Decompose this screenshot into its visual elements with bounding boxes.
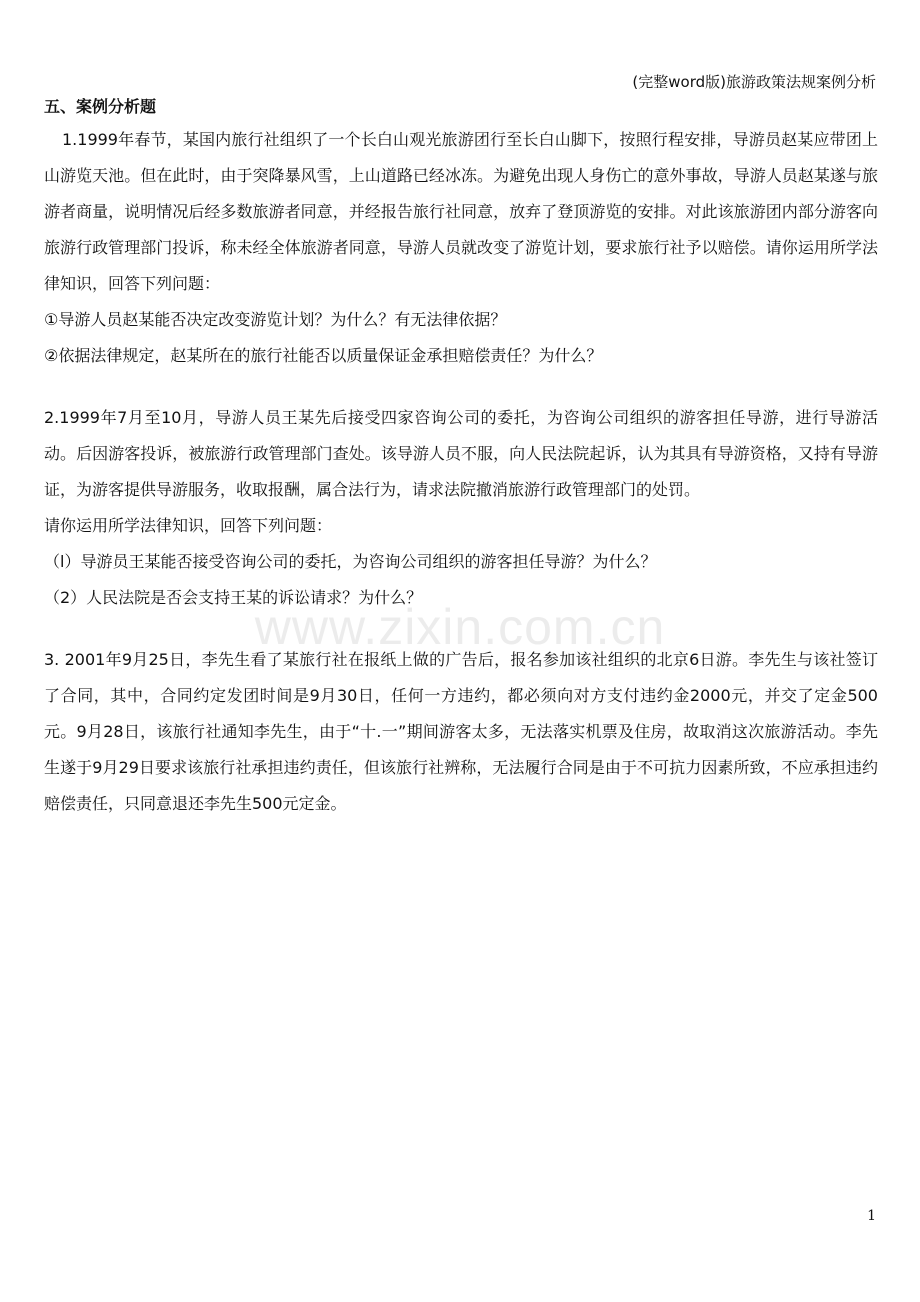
document-body — [44, 92, 878, 822]
section-title: 五、案例分析题 — [44, 97, 157, 116]
case-2-question-2: （2）人民法院是否会支持王某的诉讼请求？为什么？ — [44, 588, 423, 607]
case-1-text: 1.1999年春节，某国内旅行社组织了一个长白山观光旅游团行至长白山脚下，按照行程安排，导游员赵某应带团上山游览天池。但在此时，由于突降暴风雪，上山道路已经冰冻。为避免出现人身伤亡的意外事故，导游人员赵某遂与旅游者商量，说明情况后经多数旅游者同意，并经报告旅行社同意，放弃了登顶游览的安排。对此该旅游团内部分游客向旅游行政管理部门投诉，称未经全体旅游者同意，导游人员就改变了游览计划，要求旅行社予以赔偿。请你运用所学法律知识，回答下列问题： — [44, 130, 878, 293]
paragraph-gap — [44, 616, 878, 642]
case-1-question-1: ①导游人员赵某能否决定改变游览计划？为什么？有无法律依据？ — [44, 310, 507, 329]
case-1-question-2: ②依据法律规定，赵某所在的旅行社能否以质量保证金承担赔偿责任？为什么？ — [44, 346, 603, 365]
paragraph-gap — [44, 374, 878, 400]
case-2-question-1: （l）导游员王某能否接受咨询公司的委托，为咨询公司组织的游客担任导游？为什么？ — [44, 552, 657, 571]
case-2-prompt: 请你运用所学法律知识，回答下列问题： — [44, 516, 333, 535]
watermark: www.zixin.com.cn — [254, 599, 666, 655]
page-number: 1 — [867, 1208, 876, 1224]
case-3-text: 3. 2001年9月25日，李先生看了某旅行社在报纸上做的广告后，报名参加该社组织的北京6日游。李先生与该社签订了合同，其中，合同约定发团时间是9月30日，任何一方违约，都必须向对方支付违约金2000元，并交了定金500元。9月28日，该旅行社通知李先生，由于“十.一”期间游客太多，无法落实机票及住房，故取消这次旅游活动。李先生遂于9月29日要求该旅行社承担违约责任，但该旅行社辨称，无法履行合同是由于不可抗力因素所致，不应承担违约赔偿责任，只同意退还李先生500元定金。 — [44, 650, 878, 813]
case-2-text: 2.1999年7月至10月，导游人员王某先后接受四家咨询公司的委托，为咨询公司组织的游客担任导游，进行导游活动。后因游客投诉，被旅游行政管理部门查处。该导游人员不服，向人民法院起诉，认为其具有导游资格，又持有导游证，为游客提供导游服务，收取报酬，属合法行为，请求法院撤消旅游行政管理部门的处罚。 — [44, 408, 878, 499]
document-header: (完整word版)旅游政策法规案例分析 — [632, 73, 876, 91]
